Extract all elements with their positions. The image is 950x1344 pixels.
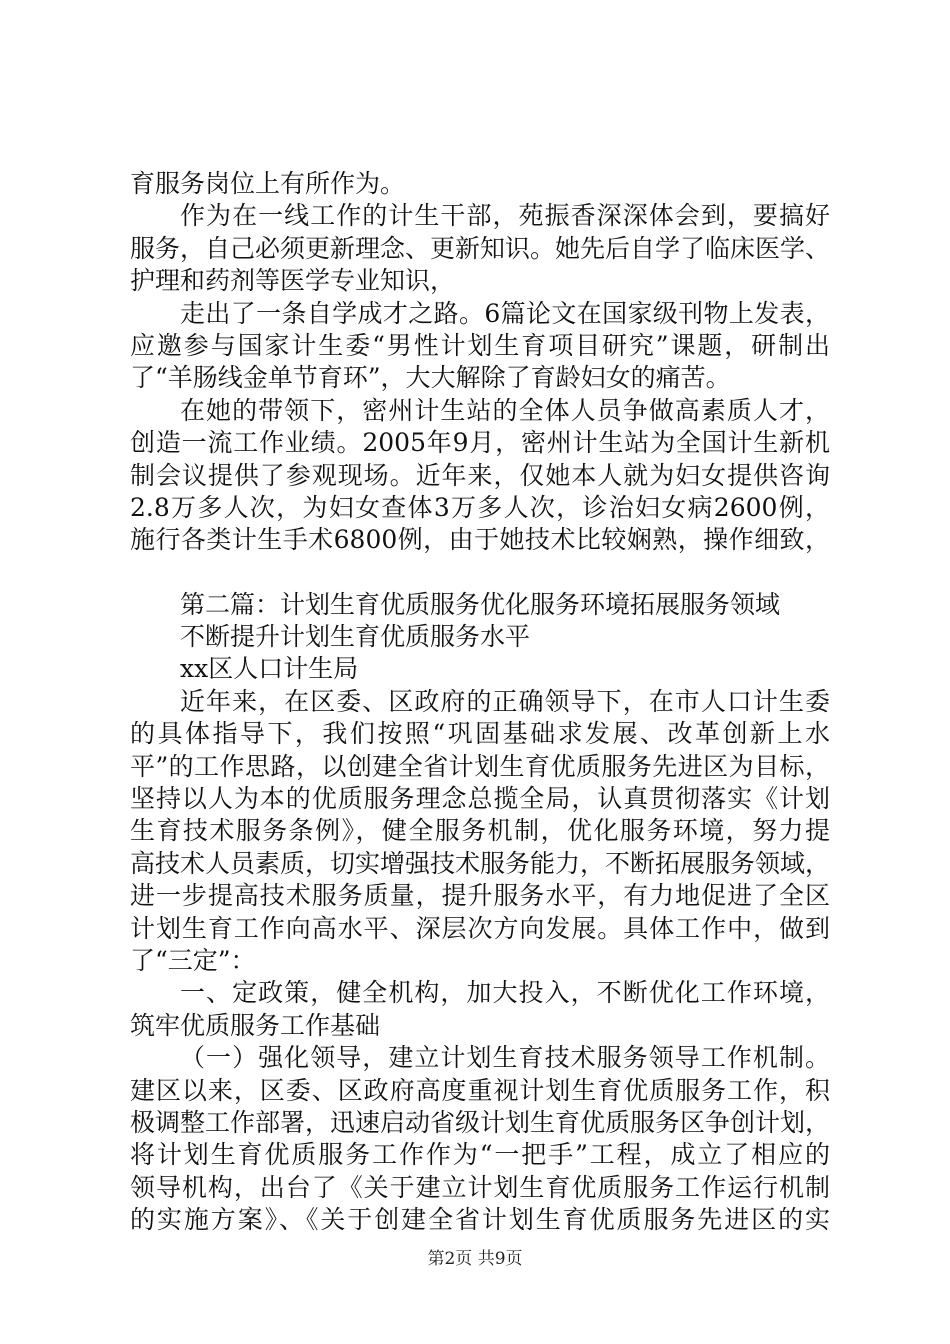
text-line: 护理和药剂等医学专业知识， [130, 266, 456, 296]
text-line: 领导机构，出台了《关于建立计划生育优质服务工作运行机制 [130, 1172, 830, 1202]
text-line: 进一步提高技术服务质量，提升服务水平，有力地促进了全区 [130, 881, 830, 911]
text-line: 了“羊肠线金单节育环”，大大解除了育龄妇女的痛苦。 [130, 363, 731, 393]
text-line: 制会议提供了参观现场。近年来，仅她本人就为妇女提供咨询 [130, 460, 830, 490]
page-footer: 第2页 共9页 [427, 1249, 523, 1269]
heading-line: 筑牢优质服务工作基础 [130, 1010, 381, 1040]
text-line: 作为在一线工作的计生干部，苑振香深深体会到，要搞好 [180, 201, 830, 231]
section-one [130, 168, 830, 557]
text-line: 坚持以人为本的优质服务理念总揽全局，认真贯彻落实《计划 [130, 784, 830, 814]
text-line: 极调整工作部署，迅速启动省级计划生育优质服务区争创计划， [130, 1107, 830, 1137]
section-gap [130, 557, 830, 589]
text-line: 近年来，在区委、区政府的正确领导下，在市人口计生委 [180, 686, 830, 716]
text-line: 创造一流工作业绩。2005年9月，密州计生站为全国计生新机 [130, 428, 830, 458]
text-line: 的实施方案》、《关于创建全省计划生育优质服务先进区的实 [130, 1205, 830, 1235]
text-line: 了“三定”： [130, 945, 256, 975]
text-line: 服务，自己必须更新理念、更新知识。她先后自学了临床医学、 [130, 233, 830, 263]
document-body [130, 168, 830, 1237]
text-line: 的具体指导下，我们按照“巩固基础求发展、改革创新上水 [130, 719, 830, 749]
text-line: 育服务岗位上有所作为。 [130, 169, 406, 198]
text-line: 2.8万多人次，为妇女查体3万多人次，诊治妇女病2600例， [130, 492, 830, 522]
author-line: xx区人口计生局 [180, 654, 359, 684]
text-line: 施行各类计生手术6800例，由于她技术比较娴熟，操作细致， [130, 525, 830, 555]
section-two [130, 589, 830, 1237]
text-line: 建区以来，区委、区政府高度重视计划生育优质服务工作，积 [130, 1075, 830, 1105]
text-line: 生育技术服务条例》，健全服务机制，优化服务环境，努力提 [130, 816, 830, 846]
text-line: 将计划生育优质服务工作作为“一把手”工程，成立了相应的 [130, 1140, 830, 1170]
section-subtitle: 不断提升计划生育优质服务水平 [180, 622, 531, 652]
section-title: 第二篇：计划生育优质服务优化服务环境拓展服务领域 [180, 589, 781, 619]
text-line: 在她的带领下，密州计生站的全体人员争做高素质人才， [180, 395, 830, 425]
text-line: 计划生育工作向高水平、深层次方向发展。具体工作中，做到 [130, 913, 830, 943]
heading-line: 一、定政策，健全机构，加大投入，不断优化工作环境， [180, 978, 830, 1008]
text-line: 应邀参与国家计生委“男性计划生育项目研究”课题，研制出 [130, 330, 830, 360]
text-line: 走出了一条自学成才之路。6篇论文在国家级刊物上发表， [180, 298, 830, 328]
text-line: 平”的工作思路，以创建全省计划生育优质服务先进区为目标， [130, 751, 830, 781]
text-line: 高技术人员素质，切实增强技术服务能力，不断拓展服务领域， [130, 848, 830, 878]
subheading-line: （一）强化领导，建立计划生育技术服务领导工作机制。 [180, 1043, 830, 1073]
